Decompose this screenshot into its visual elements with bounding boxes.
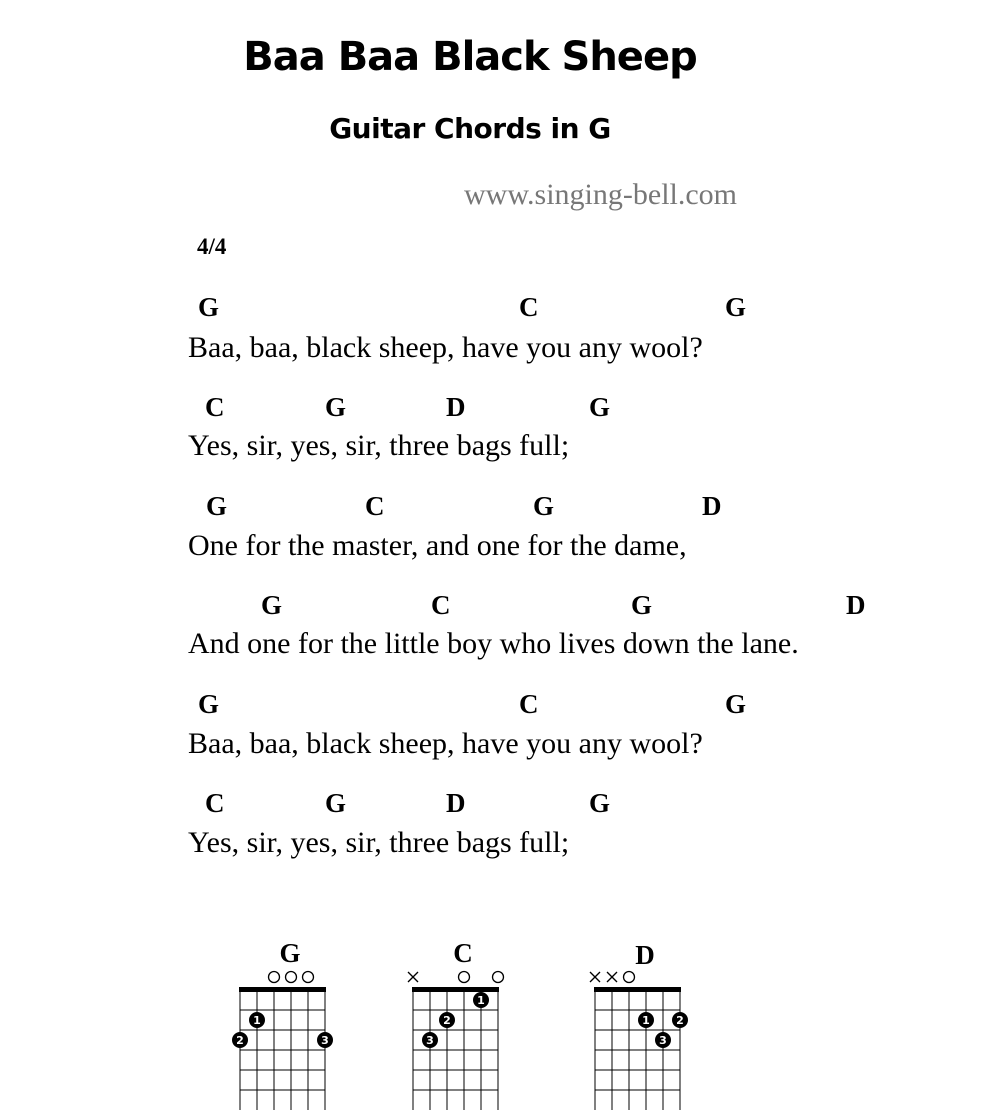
- finger-dot: [232, 1032, 248, 1048]
- chord-diagram-name: G: [279, 938, 301, 968]
- finger-number: 2: [236, 1034, 244, 1047]
- chord-symbol: G: [589, 392, 611, 422]
- finger-dot: [638, 1012, 654, 1028]
- fretboard-graphic: [403, 938, 523, 1119]
- song-title: Baa Baa Black Sheep: [243, 34, 697, 80]
- chord-symbol: D: [702, 491, 722, 521]
- open-string-marker: [269, 972, 280, 983]
- finger-number: 2: [676, 1014, 684, 1027]
- chord-symbol: G: [725, 689, 747, 719]
- chord-symbol: G: [589, 788, 611, 818]
- open-string-marker: [459, 972, 470, 983]
- chord-diagram-d: [585, 938, 705, 1119]
- muted-string-marker: [590, 972, 600, 982]
- lyric-line: Baa, baa, black sheep, have you any wool?: [188, 727, 703, 760]
- chord-symbol: D: [446, 788, 466, 818]
- chord-symbol: G: [725, 292, 747, 322]
- chord-diagram-name: D: [635, 940, 655, 970]
- lyric-line: Yes, sir, yes, sir, three bags full;: [188, 826, 570, 859]
- fretboard-graphic: [230, 938, 350, 1119]
- finger-dot: [439, 1012, 455, 1028]
- finger-number: 3: [426, 1034, 434, 1047]
- chord-symbol: D: [846, 590, 866, 620]
- chord-symbol: G: [198, 292, 220, 322]
- open-string-marker: [624, 972, 635, 983]
- chord-symbol: G: [325, 788, 347, 818]
- finger-number: 3: [659, 1034, 667, 1047]
- finger-dot: [422, 1032, 438, 1048]
- finger-number: 1: [477, 994, 485, 1007]
- chord-symbol: G: [325, 392, 347, 422]
- finger-number: 2: [443, 1014, 451, 1027]
- lyric-line: Baa, baa, black sheep, have you any wool?: [188, 331, 703, 364]
- nut: [239, 987, 326, 992]
- song-subtitle: Guitar Chords in G: [329, 112, 611, 145]
- open-string-marker: [286, 972, 297, 983]
- lyric-line: And one for the little boy who lives down the lane.: [188, 627, 799, 660]
- chord-symbol: G: [261, 590, 283, 620]
- time-signature: 4/4: [197, 234, 227, 259]
- muted-string-marker: [607, 972, 617, 982]
- finger-dot: [672, 1012, 688, 1028]
- lyric-line: Yes, sir, yes, sir, three bags full;: [188, 429, 570, 462]
- chord-symbol: C: [519, 689, 539, 719]
- chord-symbol: C: [205, 392, 225, 422]
- muted-string-marker: [408, 972, 418, 982]
- lyric-line: One for the master, and one for the dame,: [188, 529, 687, 562]
- chord-symbol: D: [446, 392, 466, 422]
- chord-diagram-c: [403, 938, 523, 1119]
- chord-symbol: G: [206, 491, 228, 521]
- open-string-marker: [303, 972, 314, 983]
- chord-symbol: G: [198, 689, 220, 719]
- finger-number: 3: [321, 1034, 329, 1047]
- finger-number: 1: [253, 1014, 261, 1027]
- chord-symbol: G: [533, 491, 555, 521]
- finger-dot: [473, 992, 489, 1008]
- finger-dot: [655, 1032, 671, 1048]
- nut: [412, 987, 499, 992]
- finger-number: 1: [642, 1014, 650, 1027]
- chord-symbol: C: [365, 491, 385, 521]
- finger-dot: [249, 1012, 265, 1028]
- fretboard-graphic: [585, 938, 705, 1119]
- chord-diagram-name: C: [453, 938, 473, 968]
- chord-symbol: C: [431, 590, 451, 620]
- open-string-marker: [493, 972, 504, 983]
- chord-symbol: G: [631, 590, 653, 620]
- chord-symbol: C: [519, 292, 539, 322]
- chord-diagram-g: [230, 938, 350, 1119]
- website-watermark: www.singing-bell.com: [464, 178, 738, 211]
- finger-dot: [317, 1032, 333, 1048]
- chord-symbol: C: [205, 788, 225, 818]
- nut: [594, 987, 681, 992]
